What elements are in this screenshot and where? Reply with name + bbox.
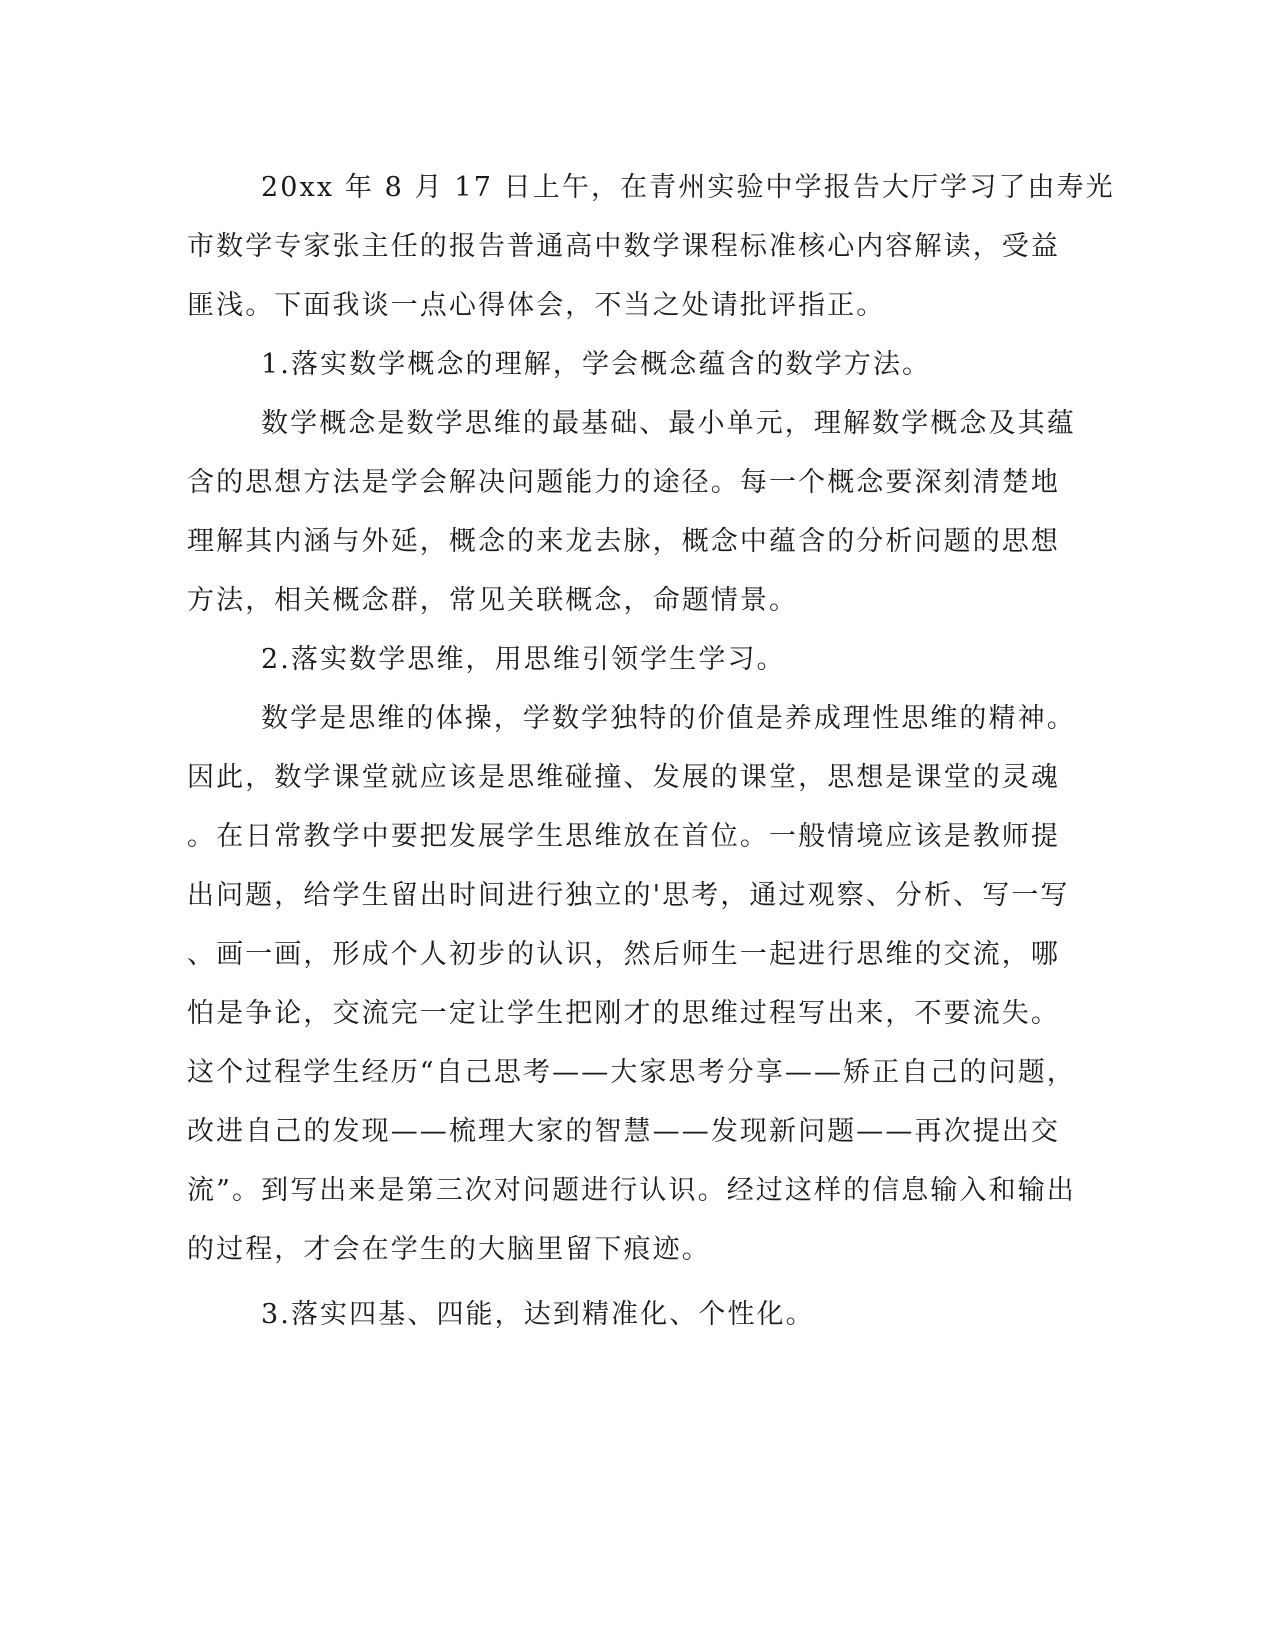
intro-paragraph — [187, 158, 1115, 335]
heading-line: 3.落实四基、四能，达到精准化、个性化。 — [261, 1299, 815, 1330]
text-line: 20xx 年 8 月 17 日上午，在青州实验中学报告大厅学习了由寿光 — [261, 172, 1115, 203]
heading-line: 2.落实数学思维，用思维引领学生学习。 — [261, 644, 786, 675]
text-line: 理解其内涵与外延，概念的来龙去脉，概念中蕴含的分析问题的思想 — [187, 526, 1060, 557]
text-line: 数学是思维的体操，学数学独特的价值是养成理性思维的精神。 — [261, 703, 1076, 734]
text-line: 这个过程学生经历“自己思考——大家思考分享——矫正自己的问题， — [187, 1057, 1076, 1088]
text-line: 的过程，才会在学生的大脑里留下痕迹。 — [187, 1234, 711, 1265]
section-body-1 — [187, 394, 1076, 630]
text-line: 数学概念是数学思维的最基础、最小单元，理解数学概念及其蕴 — [261, 408, 1076, 439]
text-line: 改进自己的发现——梳理大家的智慧——发现新问题——再次提出交 — [187, 1116, 1060, 1147]
text-line: 、画一画，形成个人初步的认识，然后师生一起进行思维的交流，哪 — [187, 939, 1060, 970]
text-line: 市数学专家张主任的报告普通高中数学课程标准核心内容解读，受益 — [187, 231, 1060, 262]
section-heading-1 — [187, 335, 1057, 394]
section-body-2 — [187, 689, 1076, 1279]
text-line: 出问题，给学生留出时间进行独立的'思考，通过观察、分析、写一写 — [187, 880, 1070, 911]
text-line: 因此，数学课堂就应该是思维碰撞、发展的课堂，思想是课堂的灵魂 — [187, 762, 1060, 793]
section-heading-3 — [187, 1285, 1057, 1344]
text-line: 含的思想方法是学会解决问题能力的途径。每一个概念要深刻清楚地 — [187, 467, 1060, 498]
text-line: 。在日常教学中要把发展学生思维放在首位。一般情境应该是教师提 — [187, 821, 1060, 852]
text-line: 流”。到写出来是第三次对问题进行认识。经过这样的信息输入和输出 — [187, 1175, 1076, 1206]
text-line: 方法，相关概念群，常见关联概念，命题情景。 — [187, 585, 799, 616]
document-body — [187, 158, 1115, 1344]
section-heading-2 — [187, 630, 1057, 689]
heading-line: 1.落实数学概念的理解，学会概念蕴含的数学方法。 — [261, 349, 932, 380]
text-line: 匪浅。下面我谈一点心得体会，不当之处请批评指正。 — [187, 290, 886, 321]
text-line: 怕是争论，交流完一定让学生把刚才的思维过程写出来，不要流失。 — [187, 998, 1060, 1029]
